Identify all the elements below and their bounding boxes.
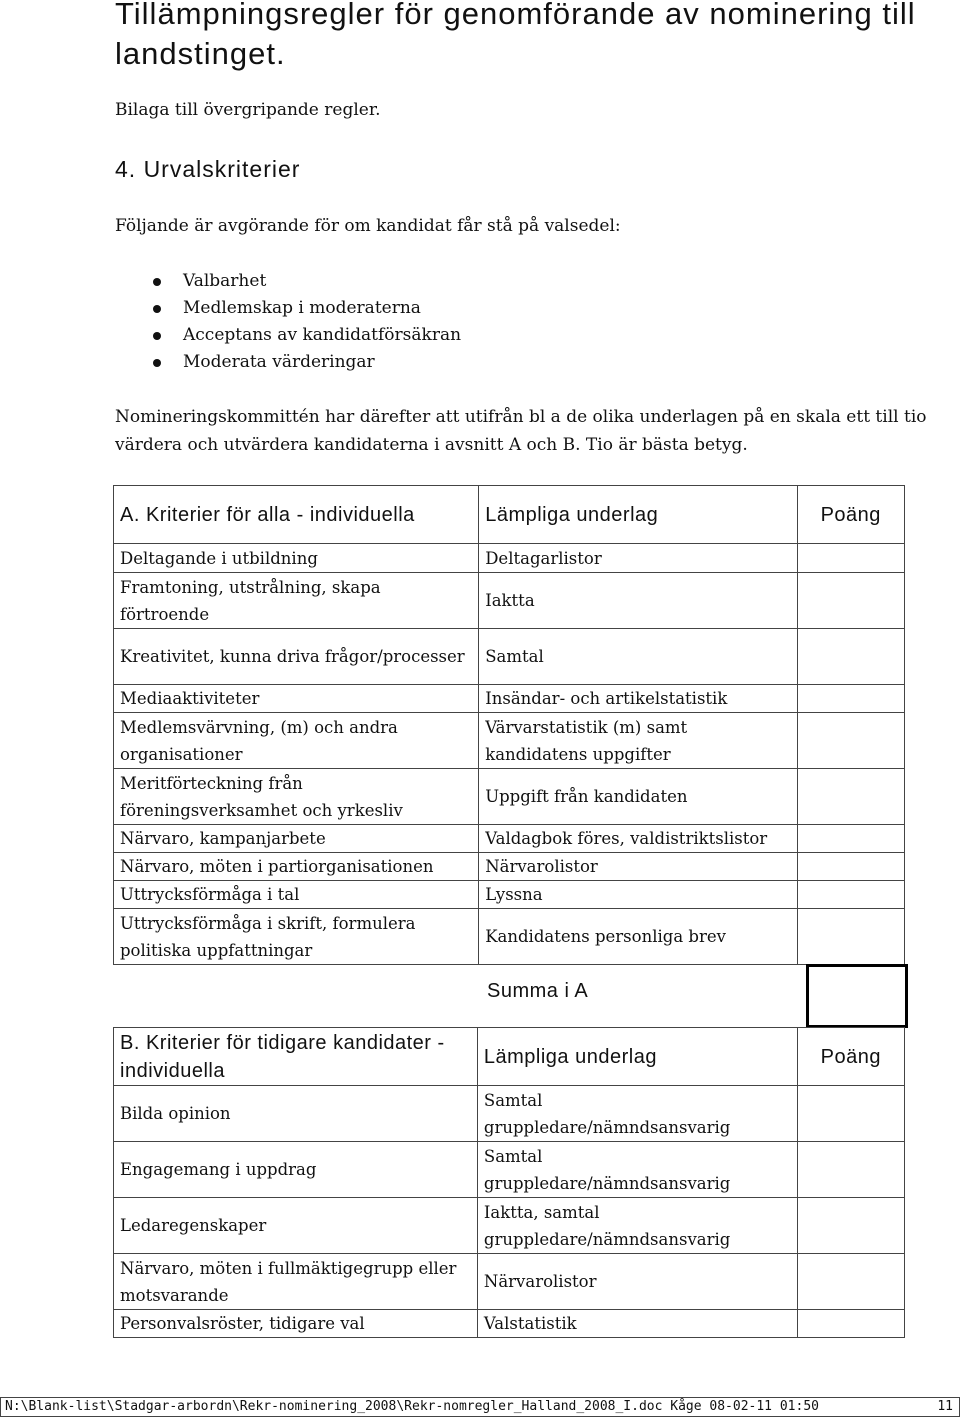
table-b-header-criteria: B. Kriterier för tidigare kandidater - individuella <box>114 1028 478 1086</box>
points-cell[interactable] <box>797 769 904 825</box>
points-cell[interactable] <box>797 713 904 769</box>
footer-file-path: N:\Blank-list\Stadgar-arbordn\Rekr-nominering_2008\Rekr-nomregler_Halland_2008_I.doc Kåge 08-02-11 01:50 <box>5 1399 819 1414</box>
criteria-cell: Uttrycksförmåga i skrift, formulera politiska uppfattningar <box>114 909 479 965</box>
points-cell[interactable] <box>797 825 904 853</box>
bullet-icon <box>153 305 161 313</box>
bullet-icon <box>153 278 161 286</box>
bullet-text: Acceptans av kandidatförsäkran <box>183 325 462 345</box>
bullet-icon <box>153 332 161 340</box>
points-cell[interactable] <box>797 1310 904 1338</box>
sum-a-label: Summa i A <box>487 980 589 1002</box>
table-a-header-criteria: A. Kriterier för alla - individuella <box>114 486 479 544</box>
section-heading: 4. Urvalskriterier <box>115 156 301 182</box>
points-cell[interactable] <box>797 544 904 573</box>
bullet-item <box>115 295 461 322</box>
points-cell[interactable] <box>797 629 904 685</box>
table-row <box>114 573 905 629</box>
basis-cell: Värvarstatistik (m) samt kandidatens uppgifter <box>479 713 797 769</box>
bullet-item <box>115 268 461 295</box>
table-header-row <box>114 1028 905 1086</box>
criteria-cell: Ledaregenskaper <box>114 1198 478 1254</box>
footer-page-number: 11 <box>937 1399 953 1414</box>
points-cell[interactable] <box>797 685 904 713</box>
table-header-row <box>114 486 905 544</box>
criteria-cell: Bilda opinion <box>114 1086 478 1142</box>
points-cell[interactable] <box>797 1142 904 1198</box>
page-footer <box>0 1397 960 1417</box>
basis-cell: Insändar- och artikelstatistik <box>479 685 797 713</box>
table-row <box>114 1086 905 1142</box>
basis-cell: Uppgift från kandidaten <box>479 769 797 825</box>
basis-cell: Samtal <box>479 629 797 685</box>
bullet-text: Medlemskap i moderaterna <box>183 298 421 318</box>
criteria-cell: Framtoning, utstrålning, skapa förtroende <box>114 573 479 629</box>
basis-cell: Lyssna <box>479 881 797 909</box>
basis-cell: Valdagbok föres, valdistriktslistor <box>479 825 797 853</box>
bullet-item <box>115 349 461 376</box>
points-cell[interactable] <box>797 573 904 629</box>
criteria-cell: Kreativitet, kunna driva frågor/processer <box>114 629 479 685</box>
basis-cell: Valstatistik <box>477 1310 797 1338</box>
points-cell[interactable] <box>797 1086 904 1142</box>
document-subtitle: Bilaga till övergripande regler. <box>115 100 381 120</box>
criteria-cell: Meritförteckning från föreningsverksamhet och yrkesliv <box>114 769 479 825</box>
table-row <box>114 1310 905 1338</box>
table-row <box>114 1198 905 1254</box>
bullet-text: Valbarhet <box>183 271 267 291</box>
criteria-cell: Mediaaktiviteter <box>114 685 479 713</box>
bullet-icon <box>153 359 161 367</box>
basis-cell: Närvarolistor <box>479 853 797 881</box>
criteria-cell: Deltagande i utbildning <box>114 544 479 573</box>
basis-cell: Kandidatens personliga brev <box>479 909 797 965</box>
criteria-cell: Engagemang i uppdrag <box>114 1142 478 1198</box>
criteria-table-b <box>113 1027 905 1338</box>
table-row <box>114 769 905 825</box>
table-row <box>114 629 905 685</box>
table-row <box>114 1254 905 1310</box>
document-title: Tillämpningsregler för genomförande av nominering till landstinget. <box>115 0 916 71</box>
points-cell[interactable] <box>797 1198 904 1254</box>
table-row <box>114 825 905 853</box>
sum-a-box[interactable] <box>806 964 908 1028</box>
basis-cell: Samtal gruppledare/nämndsansvarig <box>477 1142 797 1198</box>
table-a-header-basis: Lämpliga underlag <box>479 486 797 544</box>
points-cell[interactable] <box>797 909 904 965</box>
criteria-cell: Personvalsröster, tidigare val <box>114 1310 478 1338</box>
points-cell[interactable] <box>797 853 904 881</box>
basis-cell: Iaktta <box>479 573 797 629</box>
basis-cell: Iaktta, samtal gruppledare/nämndsansvarig <box>477 1198 797 1254</box>
criteria-cell: Närvaro, kampanjarbete <box>114 825 479 853</box>
table-b-header-basis: Lämpliga underlag <box>477 1028 797 1086</box>
criteria-cell: Medlemsvärvning, (m) och andra organisationer <box>114 713 479 769</box>
evaluation-paragraph: Nomineringskommittén har därefter att utifrån bl a de olika underlagen på en skala ett till tio värdera och utvärdera kandidaterna i avsnitt A och B. Tio är bästa betyg. <box>115 407 927 455</box>
table-row <box>114 909 905 965</box>
points-cell[interactable] <box>797 881 904 909</box>
criteria-cell: Närvaro, möten i partiorganisationen <box>114 853 479 881</box>
intro-text: Följande är avgörande för om kandidat får stå på valsedel: <box>115 216 621 236</box>
criteria-cell: Närvaro, möten i fullmäktigegrupp eller motsvarande <box>114 1254 478 1310</box>
table-row <box>114 685 905 713</box>
criteria-table-a <box>113 485 905 965</box>
points-cell[interactable] <box>797 1254 904 1310</box>
table-row <box>114 1142 905 1198</box>
table-b-header-points: Poäng <box>797 1028 904 1086</box>
table-row <box>114 544 905 573</box>
table-row <box>114 853 905 881</box>
table-row <box>114 713 905 769</box>
basis-cell: Närvarolistor <box>477 1254 797 1310</box>
table-row <box>114 881 905 909</box>
criteria-cell: Uttrycksförmåga i tal <box>114 881 479 909</box>
table-a-header-points: Poäng <box>797 486 904 544</box>
bullet-text: Moderata värderingar <box>183 352 375 372</box>
basis-cell: Deltagarlistor <box>479 544 797 573</box>
criteria-bullet-list <box>115 268 461 376</box>
bullet-item <box>115 322 461 349</box>
basis-cell: Samtal gruppledare/nämndsansvarig <box>477 1086 797 1142</box>
